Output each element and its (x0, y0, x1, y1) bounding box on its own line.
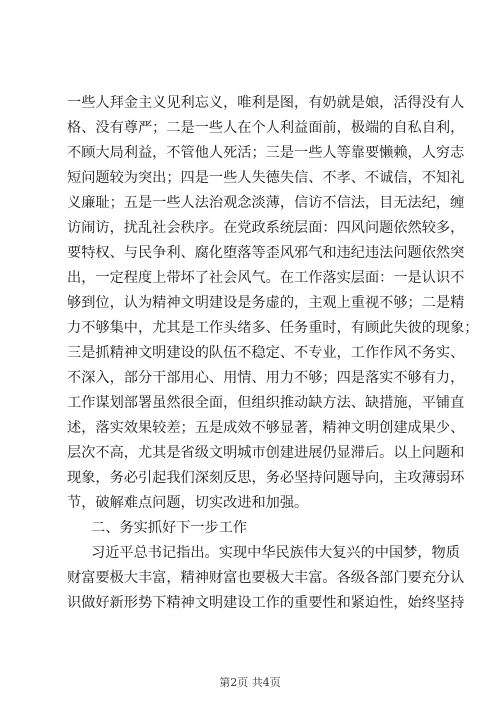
para2-line-3: 识做好新形势下精神文明建设工作的重要性和紧迫性，始终坚持 (67, 595, 465, 611)
page-footer: 第2页 共4页 (219, 676, 281, 689)
body-line-9: 够到位，认为精神文明建设是务虚的，主观上重视不够；二是精 (67, 295, 465, 311)
body-line-10: 力不够集中，尤其是工作头绪多、任务重时，有顾此失彼的现象； (67, 320, 479, 336)
body-line-12: 不深入，部分干部用心、用情、用力不够；四是落实不够有力， (67, 370, 465, 386)
body-line-14: 述，落实效果较差；五是成效不够显著，精神文明创建成果少、 (67, 420, 465, 436)
body-line-6: 访闹访，扰乱社会秩序。在党政系统层面：四风问题依然较多， (67, 220, 465, 236)
para2-line-2: 财富要极大丰富，精神财富也要极大丰富。各级各部门要充分认 (67, 570, 465, 586)
body-line-3: 不顾大局利益，不管他人死活；三是一些人等靠要懒赖，人穷志 (67, 145, 465, 161)
body-line-2: 格、没有尊严；二是一些人在个人利益面前，极端的自私自利， (67, 120, 465, 136)
body-line-8: 出，一定程度上带坏了社会风气。在工作落实层面：一是认识不 (67, 270, 465, 286)
body-line-5: 义廉耻；五是一些人法治观念淡薄，信访不信法，目无法纪，缠 (67, 195, 465, 211)
body-line-15: 层次不高，尤其是省级文明城市创建进展仍显滞后。以上问题和 (67, 445, 465, 461)
body-line-13: 工作谋划部署虽然很全面，但组织推动缺方法、缺措施，平铺直 (67, 395, 465, 411)
para2-line-1: 习近平总书记指出。实现中华民族伟大复兴的中国梦，物质 (91, 545, 460, 561)
section-heading: 二、务实抓好下一步工作 (91, 520, 248, 536)
body-line-4: 短问题较为突出；四是一些人失德失信、不孝、不诚信，不知礼 (67, 170, 465, 186)
body-line-16: 现象，务必引起我们深刻反思，务必坚持问题导向，主攻薄弱环 (67, 470, 465, 486)
body-line-7: 要特权、与民争利、腐化堕落等歪风邪气和违纪违法问题依然突 (67, 245, 465, 261)
body-line-11: 三是抓精神文明建设的队伍不稳定、不专业，工作作风不务实、 (67, 345, 465, 361)
body-line-1: 一些人拜金主义见利忘义，唯利是图，有奶就是娘，活得没有人 (67, 95, 465, 111)
body-line-17: 节，破解难点问题，切实改进和加强。 (67, 495, 309, 511)
